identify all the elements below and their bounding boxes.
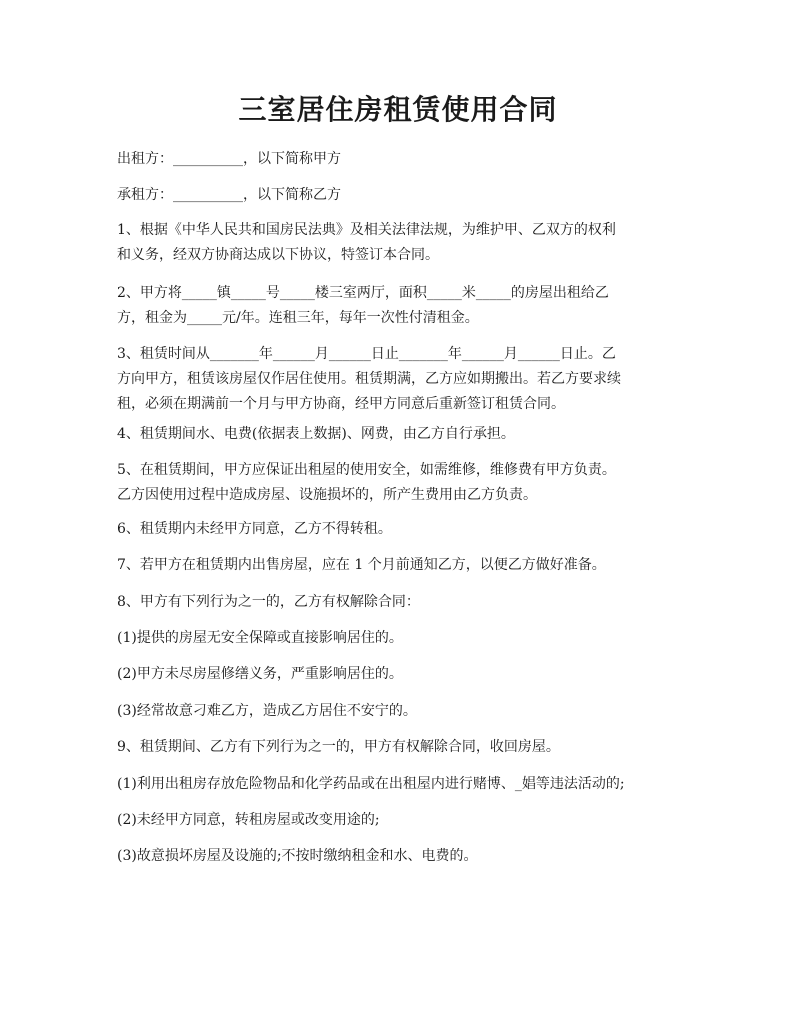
paragraph-line: 4、租赁期间水、电费(依据表上数据)、网费，由乙方自行承担。 xyxy=(117,426,515,442)
paragraph-line: 1、根据《中华人民共和国房民法典》及相关法律法规，为维护甲、乙双方的权利 xyxy=(117,222,616,238)
paragraph-line: 方，租金为_____元/年。连租三年，每年一次性付清租金。 xyxy=(117,310,479,326)
clause-9-item-2 xyxy=(117,808,380,833)
clause-7 xyxy=(117,553,606,578)
paragraph-line: 5、在租赁期间，甲方应保证出租屋的使用安全，如需维修，维修费有甲方负责。 xyxy=(117,462,616,478)
paragraph-line: 3、租赁时间从_______年______月______日止_______年______月______日止。乙 xyxy=(117,346,616,362)
paragraph-line: (3)经常故意刁难乙方，造成乙方居住不安宁的。 xyxy=(117,703,417,719)
clause-9-item-3 xyxy=(117,844,478,869)
clause-3 xyxy=(117,342,621,417)
paragraph-line: 承租方：__________，以下简称乙方 xyxy=(117,187,341,203)
paragraph-line: (2)未经甲方同意，转租房屋或改变用途的; xyxy=(117,812,380,828)
paragraph-line: 2、甲方将_____镇_____号_____楼三室两厅，面积_____米_____的房屋出租给乙 xyxy=(117,285,609,301)
clause-5 xyxy=(117,458,616,508)
clause-8 xyxy=(117,590,420,615)
paragraph-lessee xyxy=(117,183,341,208)
document-title: 三室居住房租赁使用合同 xyxy=(238,93,558,126)
paragraph-line: (2)甲方未尽房屋修缮义务，严重影响居住的。 xyxy=(117,666,403,682)
paragraph-line: 6、租赁期内未经甲方同意，乙方不得转租。 xyxy=(117,521,392,537)
clause-8-item-1 xyxy=(117,626,403,651)
paragraph-line: 租，必须在期满前一个月与甲方协商，经甲方同意后重新签订租赁合同。 xyxy=(117,396,565,412)
paragraph-line: 和义务，经双方协商达成以下协议，特签订本合同。 xyxy=(117,247,439,263)
clause-6 xyxy=(117,517,392,542)
clause-4 xyxy=(117,422,515,447)
paragraph-line: 9、租赁期间、乙方有下列行为之一的，甲方有权解除合同，收回房屋。 xyxy=(117,739,560,755)
paragraph-line: (1)提供的房屋无安全保障或直接影响居住的。 xyxy=(117,630,403,646)
paragraph-line: 方向甲方，租赁该房屋仅作居住使用。租赁期满，乙方应如期搬出。若乙方要求续 xyxy=(117,371,621,387)
clause-2 xyxy=(117,281,609,331)
paragraph-line: 7、若甲方在租赁期内出售房屋，应在 1 个月前通知乙方，以便乙方做好准备。 xyxy=(117,557,606,573)
paragraph-line: (1)利用出租房存放危险物品和化学药品或在出租屋内进行赌博、_娼等违法活动的; xyxy=(117,776,625,792)
clause-9-item-1 xyxy=(117,772,625,797)
paragraph-line: (3)故意损坏房屋及设施的;不按时缴纳租金和水、电费的。 xyxy=(117,848,478,864)
paragraph-lessor xyxy=(117,147,341,172)
clause-8-item-3 xyxy=(117,699,417,724)
paragraph-line: 出租方：__________，以下简称甲方 xyxy=(117,151,341,167)
clause-9 xyxy=(117,735,560,760)
paragraph-line: 乙方因使用过程中造成房屋、设施损坏的，所产生费用由乙方负责。 xyxy=(117,487,537,503)
clause-8-item-2 xyxy=(117,662,403,687)
clause-1 xyxy=(117,218,616,268)
paragraph-line: 8、甲方有下列行为之一的，乙方有权解除合同： xyxy=(117,594,420,610)
